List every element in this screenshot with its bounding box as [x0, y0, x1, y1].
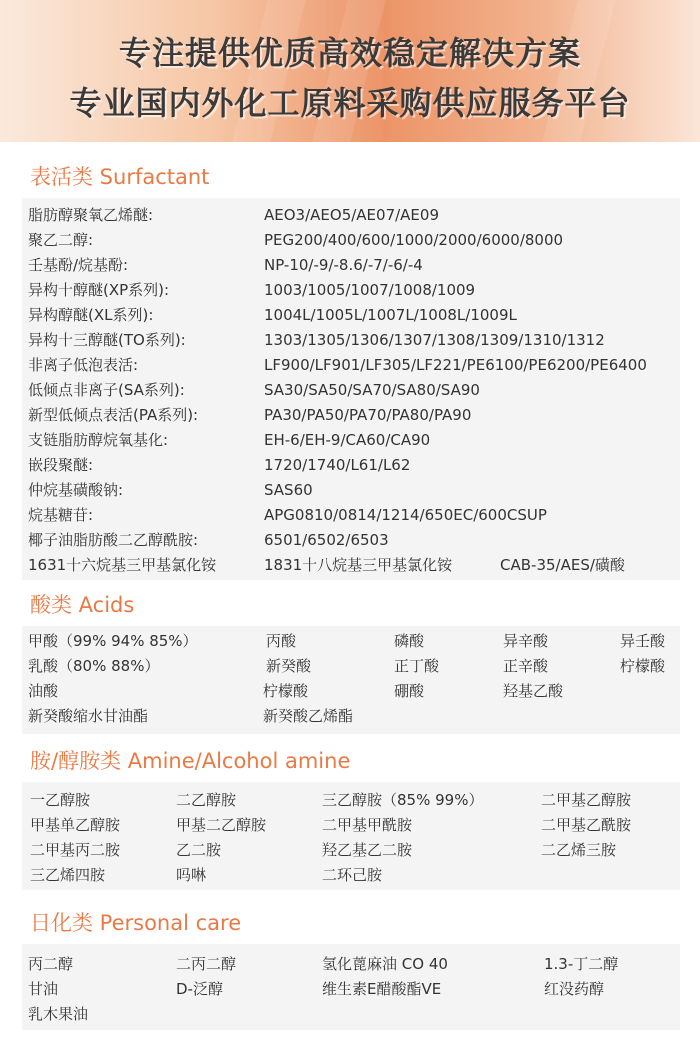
cell-text: 壬基酚/烷基酚: [28, 256, 129, 274]
header-title-line-2: 专业国内外化工原料采购供应服务平台 [69, 84, 631, 122]
cell-text: SAS60 [264, 481, 313, 499]
cell-text: 非离子低泡表活: [28, 356, 139, 374]
cell-text: NP-10/-9/-8.6/-7/-6/-4 [264, 256, 423, 274]
cell-text: 1004L/1005L/1007L/1008L/1009L [264, 306, 517, 324]
cell-text: 二乙醇胺 [176, 791, 237, 809]
cell-text: 低倾点非离子(SA系列): [28, 381, 185, 399]
section-amines [0, 746, 700, 896]
cell-text: 乙二胺 [176, 841, 222, 859]
cell-text: PA30/PA50/PA70/PA80/PA90 [264, 406, 472, 424]
cell-text: 油酸 [28, 682, 59, 700]
cell-text: 新癸酸 [266, 657, 312, 675]
cell-text: 磷酸 [394, 632, 425, 650]
section-title-personal-care: 日化类 Personal care [30, 911, 242, 935]
cell-text: 1303/1305/1306/1307/1308/1309/1310/1312 [264, 331, 605, 349]
cell-text: 烷基糖苷: [28, 506, 94, 524]
section-acids [0, 590, 700, 735]
cell-text: 乳酸（80% 88%） [28, 657, 160, 675]
cell-text: AEO3/AEO5/AE07/AE09 [264, 206, 439, 224]
cell-text: 甲基单乙醇胺 [30, 816, 121, 834]
cell-text: 维生素E醋酸酯VE [322, 980, 442, 998]
section-surfactant [0, 162, 700, 582]
cell-text: 乳木果油 [28, 1005, 89, 1023]
cell-text: 聚乙二醇: [28, 231, 94, 249]
section-personal-care [0, 908, 700, 1028]
cell-text: 氢化蓖麻油 CO 40 [322, 955, 448, 973]
cell-text: 羟乙基乙二胺 [322, 841, 413, 859]
cell-text: 红没药醇 [544, 980, 605, 998]
cell-text: 二丙二醇 [176, 955, 237, 973]
cell-text: 脂肪醇聚氧乙烯醚: [28, 206, 154, 224]
cell-text: 1831十八烷基三甲基氯化铵 [264, 556, 453, 574]
cell-text: 异壬酸 [620, 632, 666, 650]
cell-text: 三乙烯四胺 [30, 866, 106, 884]
cell-text: 1.3-丁二醇 [544, 955, 619, 973]
cell-text: 异辛酸 [503, 632, 549, 650]
header-banner [0, 0, 700, 142]
cell-text: LF900/LF901/LF305/LF221/PE6100/PE6200/PE6400 [264, 356, 647, 374]
cell-text: APG0810/0814/1214/650EC/600CSUP [264, 506, 547, 524]
section-title-acids: 酸类 Acids [30, 593, 135, 617]
cell-text: 丙二醇 [28, 955, 74, 973]
cell-text: 正辛酸 [503, 657, 549, 675]
cell-text: 柠檬酸 [620, 657, 666, 675]
cell-text: 二甲基乙酰胺 [541, 816, 632, 834]
cell-text: 1631十六烷基三甲基氯化铵 [28, 556, 217, 574]
cell-text: 1720/1740/L61/L62 [264, 456, 411, 474]
cell-text: 异构十醇醚(XP系列): [28, 281, 170, 299]
cell-text: 柠檬酸 [263, 682, 309, 700]
cell-text: SA30/SA50/SA70/SA80/SA90 [264, 381, 480, 399]
cell-text: 6501/6502/6503 [264, 531, 389, 549]
cell-text: 二甲基丙二胺 [30, 841, 121, 859]
cell-text: 二甲基甲酰胺 [322, 816, 413, 834]
cell-text: D-泛醇 [176, 980, 223, 998]
section-title-surfactant: 表活类 Surfactant [30, 165, 210, 189]
cell-text: 二环己胺 [322, 866, 383, 884]
cell-text: 支链脂肪醇烷氧基化: [28, 431, 169, 449]
cell-text: 吗啉 [176, 866, 207, 884]
cell-text: 甲酸（99% 94% 85%） [28, 632, 198, 650]
section-title-amines: 胺/醇胺类 Amine/Alcohol amine [30, 749, 351, 773]
cell-text: CAB-35/AES/磺酸 [500, 556, 625, 574]
cell-text: PEG200/400/600/1000/2000/6000/8000 [264, 231, 564, 249]
cell-text: 二乙烯三胺 [541, 841, 617, 859]
cell-text: 二甲基乙醇胺 [541, 791, 632, 809]
cell-text: 羟基乙酸 [503, 682, 564, 700]
header-title-line-1: 专注提供优质高效稳定解决方案 [118, 34, 581, 72]
cell-text: 甘油 [28, 980, 59, 998]
cell-text: 异构醇醚(XL系列): [28, 306, 154, 324]
cell-text: 异构十三醇醚(TO系列): [28, 331, 186, 349]
cell-text: 三乙醇胺（85% 99%） [322, 791, 484, 809]
cell-text: 正丁酸 [394, 657, 440, 675]
cell-text: EH-6/EH-9/CA60/CA90 [264, 431, 431, 449]
cell-text: 新癸酸缩水甘油酯 [28, 707, 149, 725]
cell-text: 1003/1005/1007/1008/1009 [264, 281, 476, 299]
cell-text: 新型低倾点表活(PA系列): [28, 406, 199, 424]
cell-text: 硼酸 [394, 682, 425, 700]
cell-text: 甲基二乙醇胺 [176, 816, 267, 834]
cell-text: 一乙醇胺 [30, 791, 91, 809]
cell-text: 新癸酸乙烯酯 [263, 707, 354, 725]
cell-text: 嵌段聚醚: [28, 456, 94, 474]
cell-text: 仲烷基磺酸钠: [28, 481, 124, 499]
cell-text: 丙酸 [266, 632, 297, 650]
cell-text: 椰子油脂肪酸二乙醇酰胺: [28, 531, 199, 549]
